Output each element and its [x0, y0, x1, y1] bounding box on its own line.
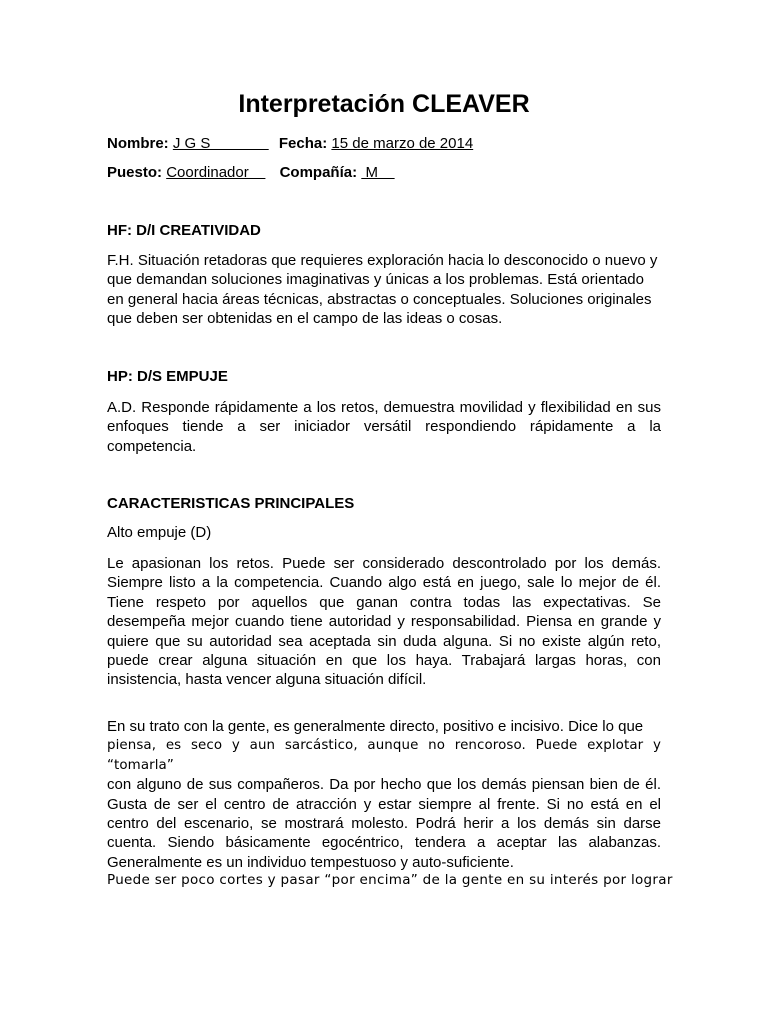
- fecha-label: Fecha:: [278, 135, 328, 152]
- alto-empuje-label: Alto empuje (D): [107, 524, 212, 541]
- compania-label: Compañía:: [279, 164, 358, 181]
- paragraph-trato-line-1: En su trato con la gente, es generalmente directo, positivo e incisivo. Dice lo que: [107, 718, 644, 735]
- paragraph-retos: Le apasionan los retos. Puede ser considerado descontrolado por los demás. Siempre listo a la competencia. Cuando algo está en juego, sale lo mejor de él. Tiene respeto por aquellos que ganan contra todas las expectativas. Se desempeña mejor cuando tiene autoridad y responsabilidad. Piensa en grande y quiere que su autoridad sea aceptada sin duda alguna. Si no existe algún reto, puede crear alguna situación en que los haya. Trabajará largas horas, con insistencia, hasta vencer alguna situación difícil.: [107, 555, 661, 689]
- nombre-value: J G S: [172, 135, 269, 152]
- puesto-value: Coordinador: [166, 164, 266, 181]
- paragraph-trato: [107, 717, 661, 872]
- hf-paragraph: F.H. Situación retadoras que requieres exploración hacia lo desconocido o nuevo y que demandan soluciones imaginativas y únicas a los problemas. Está orientado en general hacia áreas técnicas, abstractas o conceptuales. Soluciones originales que deben ser obtenidas en el campo de las ideas o cosas.: [107, 252, 658, 328]
- paragraph-cortes-line: Puede ser poco cortes y pasar “por encima” de la gente en su interés por lograr: [107, 872, 673, 888]
- caracteristicas-heading: CARACTERISTICAS PRINCIPALES: [107, 495, 355, 512]
- compania-value: M: [361, 164, 395, 181]
- hp-heading: HP: D/S EMPUJE: [107, 368, 228, 385]
- nombre-fecha-row: [107, 135, 473, 152]
- fecha-value: 15 de marzo de 2014: [331, 135, 474, 152]
- puesto-compania-row: [107, 164, 395, 181]
- page-title: Interpretación CLEAVER: [238, 90, 530, 118]
- nombre-label: Nombre:: [107, 135, 169, 152]
- hp-paragraph: A.D. Responde rápidamente a los retos, demuestra movilidad y flexibilidad en sus enfoques tiende a ser iniciador versátil respondiendo rápidamente a la competencia.: [107, 399, 661, 455]
- puesto-label: Puesto:: [107, 164, 163, 181]
- paragraph-trato-rest: con alguno de sus compañeros. Da por hecho que los demás piensan bien de él. Gusta de ser el centro de atracción y estar siempre al frente. Si no está en el centro del escenario, se mostrará molesto. Podrá herir a los demás sin darse cuenta. Siendo básicamente egocéntrico, tendera a aceptar las alabanzas. Generalmente es un individuo tempestuoso y auto-suficiente.: [107, 776, 661, 871]
- hf-heading: HF: D/I CREATIVIDAD: [107, 222, 261, 239]
- paragraph-trato-line-2: piensa, es seco y aun sarcástico, aunque no rencoroso. Puede explotar y “tomarla”: [107, 738, 661, 773]
